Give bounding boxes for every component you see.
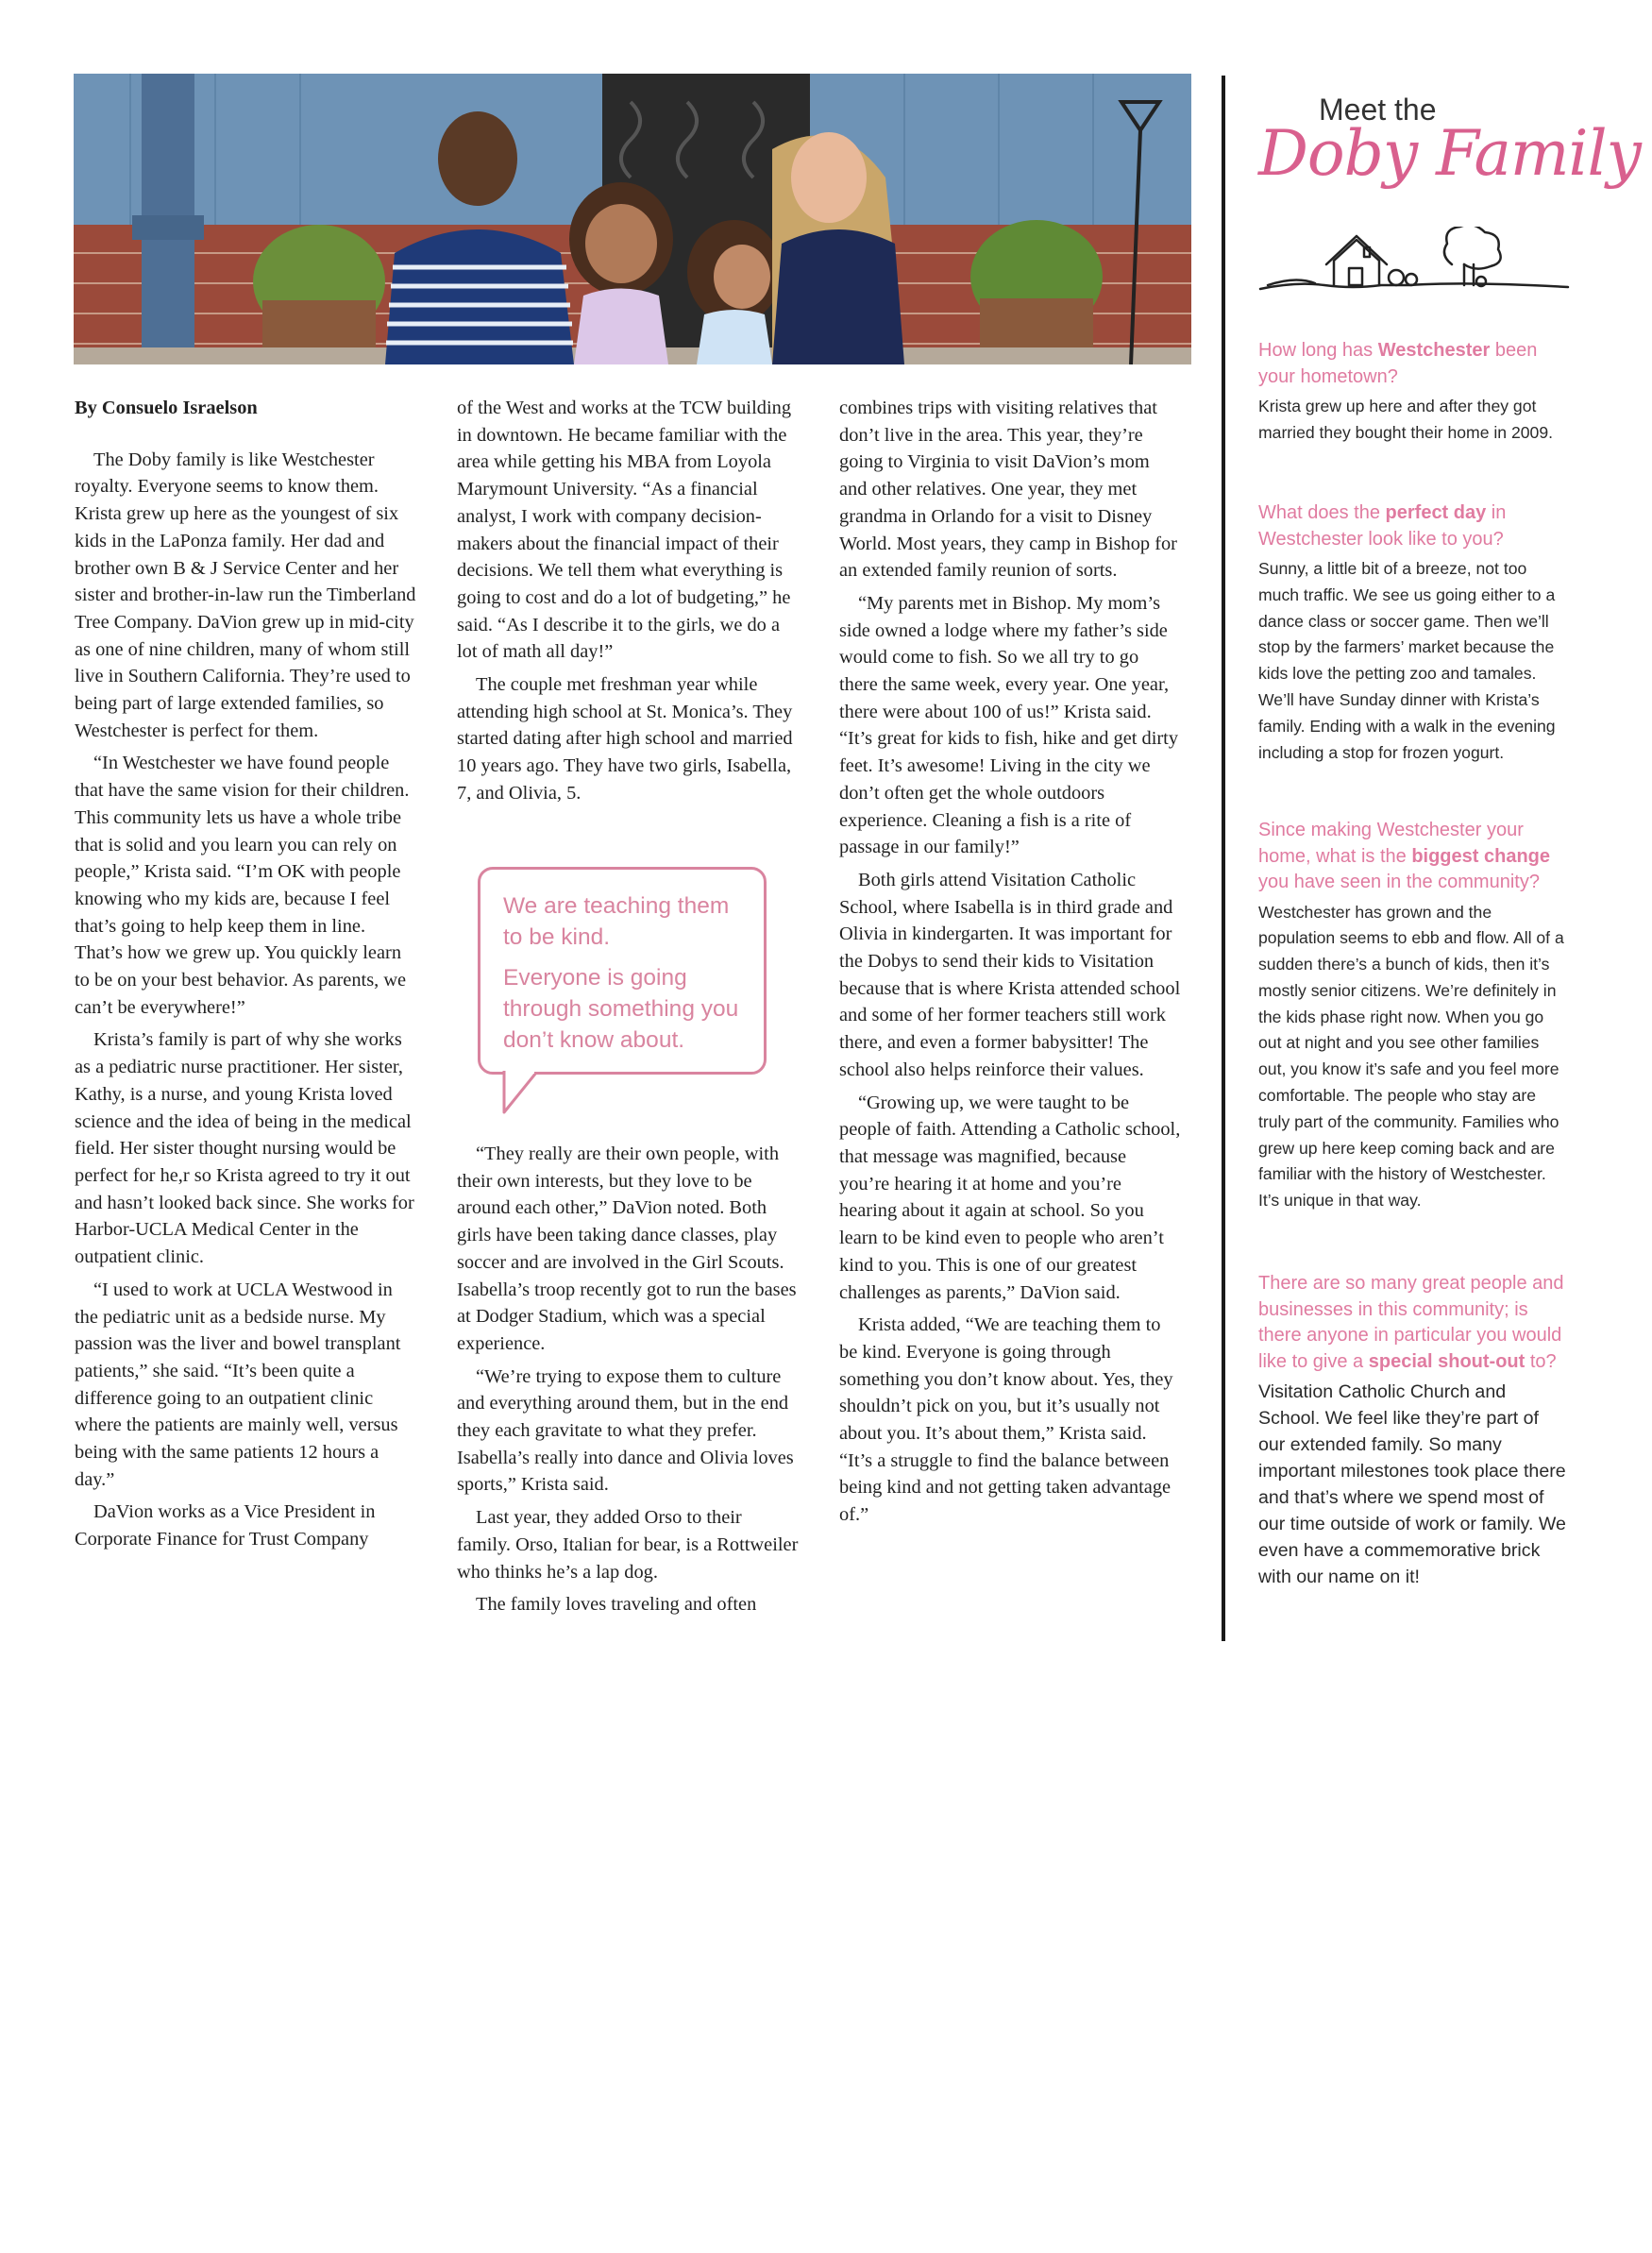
paragraph: DaVion works as a Vice President in Corporate Finance for Trust Company	[75, 1501, 376, 1550]
qa-item-3	[1258, 818, 1570, 1214]
paragraph: Last year, they added Orso to their family. Orso, Italian for bear, is a Rottweiler who thinks he’s a lap dog.	[457, 1507, 799, 1583]
family-portrait-photo	[74, 74, 1191, 364]
question-text: There are so many great people and businesses in this community; is there anyone in particular you would like to give a	[1258, 1273, 1564, 1372]
paragraph: “They really are their own people, with their own interests, but they love to be around each other,” DaVion noted. Both girls have been taking dance classes, play soccer and are involved in the Girl Scouts. Isabella’s troop recently got to run the bases at Dodger Stadium, which was a special experience.	[457, 1143, 797, 1354]
question-text: How long has	[1258, 340, 1378, 361]
paragraph: Krista’s family is part of why she works as a pediatric nurse practitioner. Her sister, Kathy, is a nurse, and young Krista loved science and the idea of being in the medical field. Her sister thought nursing would be perfect for he,r so Krista agreed to try it out and hasn’t looked back since. She works for Harbor-UCLA Medical Center in the outpatient clinic.	[75, 1029, 414, 1268]
answer-4: Visitation Catholic Church and School. We feel like they’re part of our extended family. So many important milestones took place there and that’s where we spend most of our time outside of work or family. We even have a commemorative brick with our name on it!	[1258, 1381, 1566, 1587]
pull-quote-box	[478, 867, 767, 1075]
paragraph: “Growing up, we were taught to be people of faith. Attending a Catholic school, that message was magnified, because you’re hearing it at home and you’re hearing about it again at school. So you learn to be kind even to people who aren’t kind to you. This is one of our greatest challenges as parents,” DaVion said.	[839, 1092, 1181, 1303]
column-divider	[1222, 76, 1225, 1641]
question-emphasis: Westchester	[1377, 340, 1491, 361]
answer-1: Krista grew up here and after they got married they bought their home in 2009.	[1258, 397, 1553, 442]
paragraph: combines trips with visiting relatives that don’t live in the area. This year, they’re going to Virginia to visit DaVion’s mom and other relatives. One year, they met grandma in Orlando for a visit to Disney World. Most years, they camp in Bishop for an extended family reunion of sorts.	[839, 398, 1177, 582]
speech-bubble-tail-icon	[502, 1071, 540, 1114]
article-column-1	[75, 395, 416, 1559]
pull-quote	[478, 867, 770, 1114]
question-text: What does the	[1258, 502, 1386, 523]
paragraph: The family loves traveling and often	[476, 1594, 757, 1616]
question-text: been your hometown?	[1258, 340, 1538, 387]
question-emphasis: perfect day	[1385, 502, 1487, 523]
pull-quote-line-2: Everyone is going through something you don’t know about.	[503, 965, 739, 1053]
paragraph: “I used to work at UCLA Westwood in the pediatric unit as a bedside nurse. My passion was the liver and bowel transplant patients,” she said. “It’s been quite a difference going to an outpatient clinic where the patients are mainly well, versus being with the same patients 12 hours a day.”	[75, 1279, 401, 1490]
house-and-tree-icon	[1258, 227, 1570, 302]
answer-2: Sunny, a little bit of a breeze, not too much traffic. We see us going either to a dance class or soccer game. Then we’ll stop by the farmers’ market because the kids love the petting zoo and tamales. We’ll have Sunday dinner with Krista’s family. Ending with a walk in the evening including a stop for frozen yogurt.	[1258, 559, 1556, 762]
paragraph: Krista added, “We are teaching them to be kind. Everyone is going through something you don’t know about. Yes, they shouldn’t pick on you, but it’s usually not about you. It’s about them,” Krista said. “It’s a struggle to find the balance between being kind and not getting taken advantage of.”	[839, 1314, 1173, 1526]
question-text: to?	[1525, 1350, 1557, 1372]
paragraph: The couple met freshman year while attending high school at St. Monica’s. They started dating after high school and married 10 years ago. They have two girls, Isabella, 7, and Olivia, 5.	[457, 674, 793, 804]
paragraph: “In Westchester we have found people that have the same vision for their children. This community lets us have a whole tribe that is solid and you learn you can rely on people,” Krista said. “I’m OK with people knowing who my kids are, because I feel that’s going to help keep them in line. That’s how we grew up. You quickly learn to be on your best behavior. As parents, we can’t be everywhere!”	[75, 753, 410, 1018]
question-text: Since making Westchester your home, what is the	[1258, 820, 1524, 867]
sidebar-heading-family: Doby Family	[1258, 117, 1641, 190]
qa-item-4	[1258, 1271, 1570, 1590]
question-emphasis: biggest change	[1411, 845, 1551, 867]
paragraph: Both girls attend Visitation Catholic School, where Isabella is in third grade and Olivia in kindergarten. It was important for the Dobys to send their kids to Visitation because that is where Krista attended school and some of her former teachers still work there, and even a former babysitter! The school also helps reinforce their values.	[839, 869, 1181, 1080]
question-text: in Westchester look like to you?	[1258, 502, 1507, 550]
paragraph: of the West and works at the TCW building in downtown. He became familiar with the area while getting his MBA from Loyola Marymount University. “As a financial analyst, I work with company decision-makers about the financial impact of their decisions. We tell them what everything is going to cost and do a lot of budgeting,” he said. “As I describe it to the girls, we do a lot of math all day!”	[457, 398, 792, 663]
pull-quote-line-1: We are teaching them to be kind.	[503, 893, 730, 950]
paragraph: The Doby family is like Westchester royalty. Everyone seems to know them. Krista grew up here as the youngest of six kids in the LaPonza family. Her dad and brother own B & J Service Center and her sister and brother-in-law run the Timberland Tree Company. DaVion grew up in mid-city as one of nine children, many of whom still live in Southern California. They’re used to being part of large extended families, so Westchester is perfect for them.	[75, 449, 416, 741]
article-column-3	[839, 395, 1181, 1534]
sidebar-heading-meet: Meet the	[1319, 93, 1437, 127]
answer-3: Westchester has grown and the population seems to ebb and flow. All of a sudden there’s a bunch of kids, then it’s mostly senior citizens. We’re definitely in the kids phase right now. When you go out at night and you see other families out, you know it’s safe and you feel more comfortable. The people who stay are truly part of the community. Families who grew up here keep coming back and are familiar with the history of Westchester. It’s unique in that way.	[1258, 902, 1564, 1211]
question-1	[1258, 338, 1570, 390]
byline: By Consuelo Israelson	[75, 398, 258, 418]
question-4	[1258, 1271, 1570, 1375]
paragraph: “We’re trying to expose them to culture and everything around them, but in the end they each gravitate to what they prefer. Isabella’s really into dance and Olivia loves sports,” Krista said.	[457, 1365, 794, 1496]
question-3	[1258, 818, 1570, 896]
question-2	[1258, 500, 1570, 552]
question-text: you have seen in the community?	[1258, 872, 1540, 892]
family-photo	[74, 74, 1191, 364]
question-emphasis: special shout-out	[1368, 1350, 1526, 1372]
paragraph: “My parents met in Bishop. My mom’s side owned a lodge where my father’s side would come to fish. So we all try to go there the same week, every year. One year, there were about 100 of us!” Krista said. “It’s great for kids to fish, hike and get dirty feet. It’s awesome! Living in the city we don’t often get the whole outdoors experience. Cleaning a fish is a rite of passage in our family!”	[839, 592, 1179, 858]
qa-item-1	[1258, 338, 1570, 447]
qa-item-2	[1258, 500, 1570, 766]
